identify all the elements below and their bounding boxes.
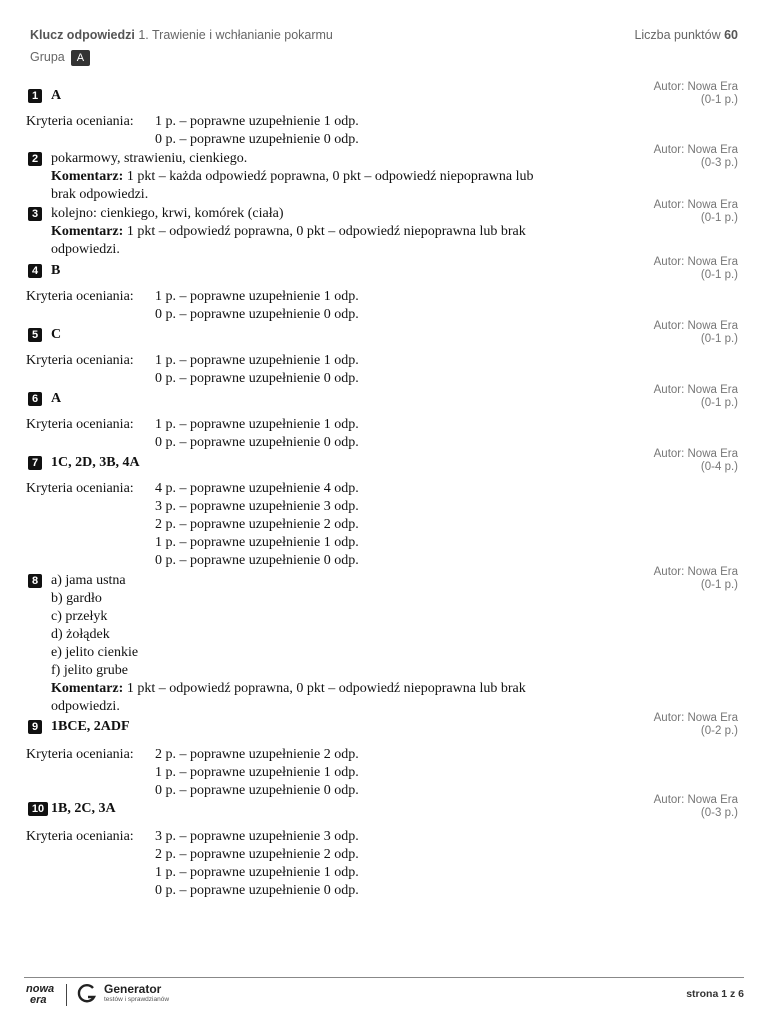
author-info: Autor: Nowa Era (0-1 p.) [653,384,738,409]
author-info: Autor: Nowa Era (0-4 p.) [653,448,738,473]
answer: A [51,88,62,103]
answer-item: f) jelito grube [51,663,128,678]
answer: 1C, 2D, 3B, 4A [51,455,140,470]
question-number: 2 [28,152,42,166]
group-badge: A [71,50,90,66]
answer-item: d) żołądek [51,627,110,642]
generator-subtitle: testów i sprawdzianów [104,996,170,1003]
question-number: 4 [28,264,42,278]
question-number: 9 [28,720,42,734]
question-number: 5 [28,328,42,342]
points-label: Liczba punktów [634,28,721,42]
author-info: Autor: Nowa Era (0-1 p.) [653,566,738,591]
answer: A [51,391,62,406]
page-footer [24,977,744,1018]
comment-cont: brak odpowiedzi. [51,187,149,202]
author-info: Autor: Nowa Era (0-3 p.) [653,794,738,819]
answer: C [51,327,62,342]
footer-separator [66,984,67,1006]
comment: Komentarz: 1 pkt – odpowiedź poprawna, 0 pkt – odpowiedź niepoprawna lub brak [51,224,526,239]
answer: 1BCE, 2ADF [51,719,130,734]
answer-item: e) jelito cienkie [51,645,139,660]
points-total [634,28,738,42]
author-info: Autor: Nowa Era (0-2 p.) [653,712,738,737]
question-number: 3 [28,207,42,221]
generator-g-icon [76,983,98,1005]
document-title [30,28,333,42]
comment: Komentarz: 1 pkt – odpowiedź poprawna, 0 pkt – odpowiedź niepoprawna lub brak [51,681,526,696]
question-number: 7 [28,456,42,470]
comment-cont: odpowiedzi. [51,699,120,714]
author-info: Autor: Nowa Era (0-1 p.) [653,81,738,106]
question-number: 8 [28,574,42,588]
answer-item: c) przełyk [51,609,108,624]
author-info: Autor: Nowa Era (0-1 p.) [653,199,738,224]
answer: 1B, 2C, 3A [51,801,116,816]
comment: Komentarz: 1 pkt – każda odpowiedź poprawna, 0 pkt – odpowiedź niepoprawna lub [51,169,534,184]
group-label: Grupa [30,50,65,64]
question-number: 10 [28,802,48,816]
answer: B [51,263,61,278]
author-info: Autor: Nowa Era (0-3 p.) [653,144,738,169]
comment-cont: odpowiedzi. [51,242,120,257]
answer: kolejno: cienkiego, krwi, komórek (ciała) [51,206,284,221]
nowa-era-logo: nowa era [26,983,55,1006]
author-info: Autor: Nowa Era (0-1 p.) [653,320,738,345]
question-number: 6 [28,392,42,406]
answer: a) jama ustna [51,573,126,588]
group-indicator [30,50,90,66]
question-number: 1 [28,89,42,103]
points-value: 60 [724,28,738,42]
generator-logo-text: Generator [104,982,162,996]
title-bold: Klucz odpowiedzi [30,28,135,42]
author-info: Autor: Nowa Era (0-1 p.) [653,256,738,281]
page-number: strona 1 z 6 [686,988,744,1000]
title-rest: 1. Trawienie i wchłanianie pokarmu [138,28,333,42]
answer: pokarmowy, strawieniu, cienkiego. [51,151,248,166]
answer-item: b) gardło [51,591,102,606]
